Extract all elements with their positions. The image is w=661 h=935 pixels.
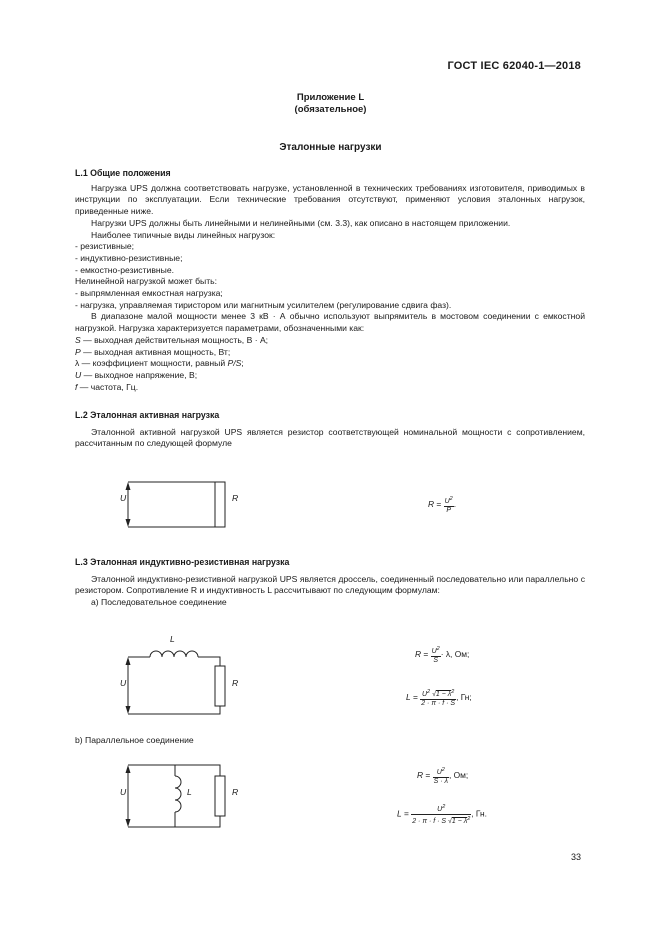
parallel-inductance-formula: L = $\frac{U^2}{2 \cdot \pi \cdot f \cdot S √1 - \lambda^2}$ , Гн.: [397, 804, 487, 825]
section-heading: L.3 Эталонная индуктивно-резистивная нагрузка: [75, 557, 290, 567]
paragraph: Нагрузки UPS должны быть линейными и нелинейными (см. 3.3), как описано в настоящем приложении.: [91, 217, 511, 228]
series-inductance-formula: L = $\frac{U^2 √1 - \lambda^2}{2 \cdot \pi \cdot f \cdot S}$ , Гн;: [406, 689, 472, 707]
paragraph: Эталонной активной нагрузкой UPS является резистор соответствующей номинальной мощности с сопротивлением, рассчитанным по следующей формуле: [75, 426, 585, 449]
paragraph: Эталонной индуктивно-резистивной нагрузкой UPS является дроссель, соединенный последовательно или параллельно с резистором. Сопротивление R и индуктивность L рассчитывают по следующим формулам:: [75, 573, 585, 596]
resistance-formula: R = $\frac{U^2}{P}$ .: [428, 496, 457, 514]
section-inductive-load: [75, 557, 585, 609]
resistor-label: R: [232, 493, 239, 503]
inductor-label: L: [170, 634, 175, 644]
param-item: U — выходное напряжение, В;: [75, 369, 198, 380]
page-number: 33: [570, 852, 581, 862]
parallel-resistance-formula: R = $\frac{U^2}{S \cdot \lambda}$ , Ом;: [417, 767, 469, 785]
section-heading: L.2 Эталонная активная нагрузка: [75, 410, 220, 420]
inductor-label: L: [187, 787, 192, 797]
standard-header: ГОСТ IEC 62040-1—2018: [447, 60, 581, 72]
subsection-parallel: b) Параллельное соединение: [75, 735, 194, 745]
resistor-label: R: [232, 787, 239, 797]
appendix-subtitle: (обязательное): [294, 104, 367, 115]
param-item: f — частота, Гц.: [75, 381, 139, 392]
series-circuit: [128, 651, 225, 714]
subsection-series: а) Последовательное соединение: [91, 597, 227, 608]
list-item: - резистивные;: [75, 241, 135, 252]
list-item: - нагрузка, управляемая тиристором или магнитным усилителем (регулирование сдвига фаз).: [75, 299, 452, 310]
voltage-label: U: [120, 787, 127, 797]
paragraph: Наиболее типичные виды линейных нагрузок:: [91, 229, 276, 240]
resistor-label: R: [232, 678, 239, 688]
series-resistance-formula: R = $\frac{U^2}{S}$ · λ, Ом;: [415, 646, 470, 664]
section-heading: L.1 Общие положения: [75, 168, 171, 178]
parallel-circuit: [128, 765, 225, 827]
list-item: - индуктивно-резистивные;: [75, 252, 183, 263]
param-item: λ — коэффициент мощности, равный P/S;: [75, 358, 244, 369]
active-load-circuit: [128, 482, 225, 527]
appendix-title: Приложение L: [296, 92, 365, 103]
paragraph: Нагрузка UPS должна соответствовать нагрузке, установленной в технических требованиях изготовителя, приводимых в инструкции по эксплуатации. Если технические требования отсутствуют, применяют условия эталонных нагрузок, приведенные ниже.: [75, 182, 585, 217]
paragraph: Нелинейной нагрузкой может быть:: [75, 276, 218, 287]
voltage-label: U: [120, 493, 127, 503]
list-item: - емкостно-резистивные.: [75, 264, 174, 275]
list-item: - выпрямленная емкостная нагрузка;: [75, 288, 223, 299]
param-item: P — выходная активная мощность, Вт;: [75, 346, 231, 357]
main-title: Эталонные нагрузки: [279, 142, 382, 153]
paragraph: В диапазоне малой мощности менее 3 кВ · А обычно используют выпрямитель в мостовом соединении с емкостной нагрузкой. Нагрузка характеризуется параметрами, обозначенными как:: [75, 311, 585, 334]
voltage-label: U: [120, 678, 127, 688]
param-item: S — выходная действительная мощность, В · А;: [75, 334, 269, 345]
